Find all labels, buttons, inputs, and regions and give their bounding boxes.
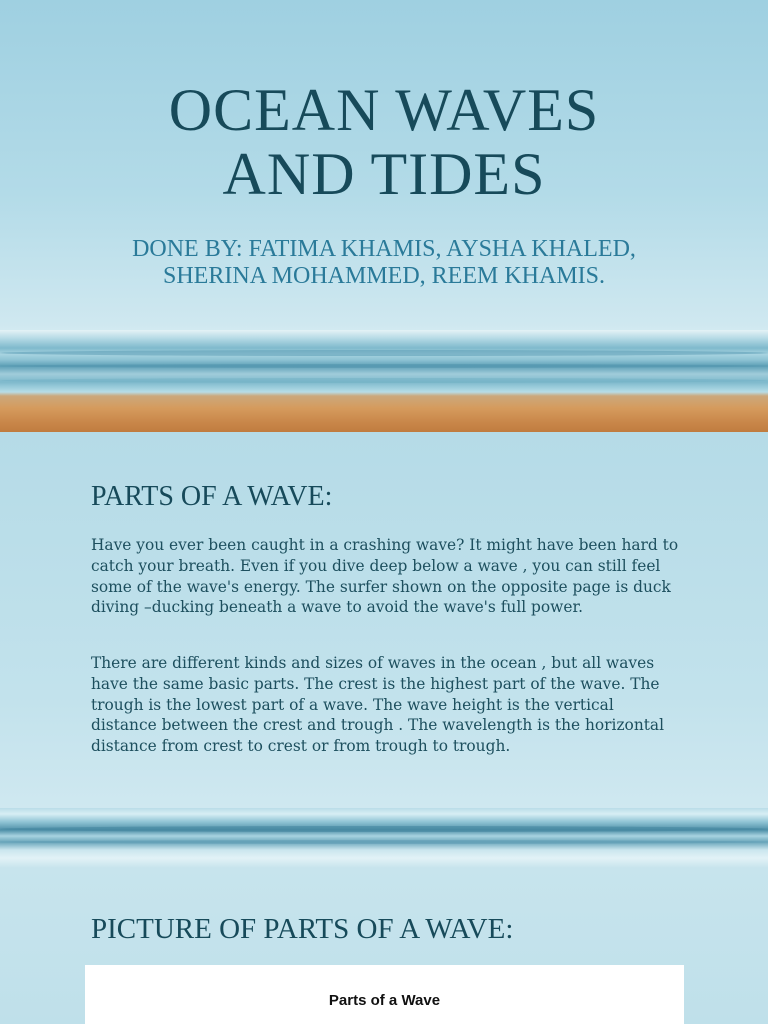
picture-heading: PICTURE OF PARTS OF A WAVE: [91, 913, 514, 945]
wave-streak [0, 350, 768, 356]
title-line-1: OCEAN WAVES [168, 77, 600, 143]
authors-subtitle [0, 236, 768, 290]
wave-streak [0, 378, 768, 383]
body-paragraph-2: There are different kinds and sizes of waves in the ocean , but all waves have the same basic parts. The crest is the highest part of the wave. The trough is the lowest part of a wave. The wave height is the vertical distance between the crest and trough . The wavelength is the horizontal distance from crest to crest or from trough to trough. [91, 654, 665, 756]
figure-title: Parts of a Wave [328, 992, 441, 1009]
wave-streak [0, 840, 768, 844]
slide-title [0, 78, 768, 206]
body-paragraph-1: Have you ever been caught in a crashing wave? It might have been hard to catch your breath. Even if you dive deep below a wave , you can still feel some of the wave's energy. The surfer shown on the opposite page is duck diving –ducking beneath a wave to avoid the wave's full power. [91, 536, 679, 617]
ocean-band [0, 808, 768, 868]
authors-line-2: SHERINA MOHAMMED, REEM KHAMIS. [162, 263, 606, 289]
parts-heading: PARTS OF A WAVE: [91, 481, 333, 512]
title-line-2: AND TIDES [222, 141, 546, 207]
authors-line-1: DONE BY: FATIMA KHAMIS, AYSHA KHALED, [132, 236, 636, 262]
ocean-sand-band [0, 330, 768, 432]
wave-diagram-image [85, 965, 684, 1024]
wave-streak [0, 364, 768, 368]
wave-streak [0, 826, 768, 832]
